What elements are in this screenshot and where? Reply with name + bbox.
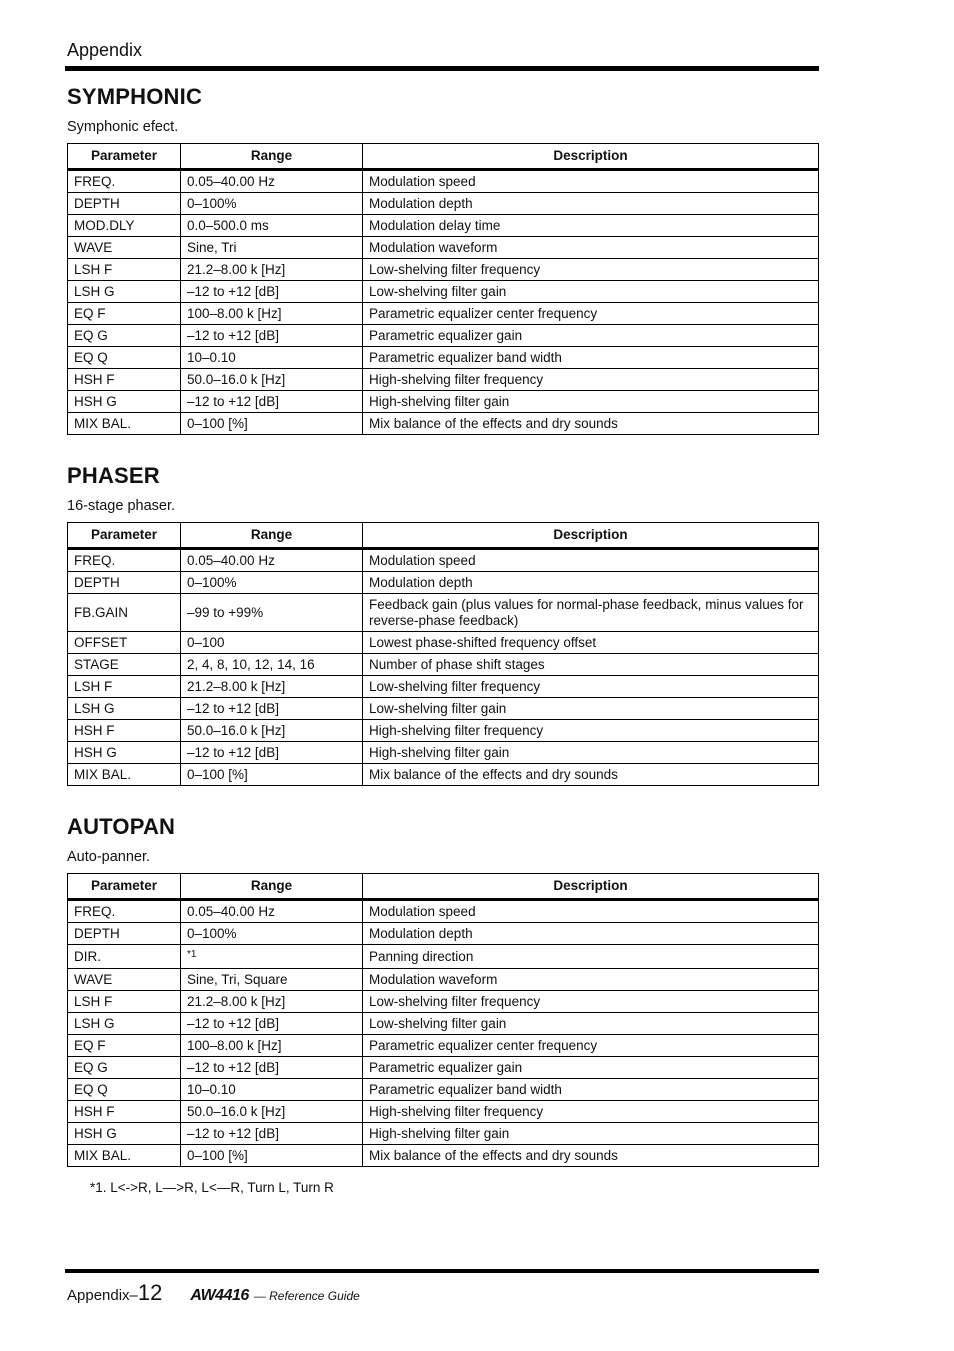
table-row [68, 1013, 819, 1035]
section-symphonic [67, 84, 818, 435]
cell-description: Mix balance of the effects and dry sounds [363, 1145, 819, 1167]
table-row [68, 900, 819, 923]
cell-parameter: EQ F [68, 303, 181, 325]
footer-prefix: Appendix– [67, 1287, 138, 1304]
cell-description: Low-shelving filter gain [363, 698, 819, 720]
cell-parameter: FB.GAIN [68, 594, 181, 632]
table-row [68, 742, 819, 764]
cell-range: 0–100 [%] [181, 1145, 363, 1167]
cell-parameter: EQ Q [68, 347, 181, 369]
cell-range: 21.2–8.00 k [Hz] [181, 991, 363, 1013]
cell-range: 0.05–40.00 Hz [181, 170, 363, 193]
cell-range: 21.2–8.00 k [Hz] [181, 676, 363, 698]
cell-parameter: FREQ. [68, 549, 181, 572]
table-row [68, 632, 819, 654]
section-title: PHASER [67, 463, 160, 488]
cell-description: High-shelving filter frequency [363, 369, 819, 391]
cell-parameter: MIX BAL. [68, 413, 181, 435]
section-title: SYMPHONIC [67, 84, 203, 109]
cell-range: –12 to +12 [dB] [181, 698, 363, 720]
cell-description: Low-shelving filter frequency [363, 676, 819, 698]
table-row [68, 369, 819, 391]
cell-description: Lowest phase-shifted frequency offset [363, 632, 819, 654]
cell-parameter: WAVE [68, 237, 181, 259]
cell-description: High-shelving filter gain [363, 391, 819, 413]
cell-parameter: HSH F [68, 720, 181, 742]
table-row [68, 764, 819, 786]
table-row [68, 594, 819, 632]
cell-description: High-shelving filter gain [363, 742, 819, 764]
cell-parameter: EQ F [68, 1035, 181, 1057]
footer-rule [65, 1269, 819, 1273]
cell-parameter: HSH G [68, 742, 181, 764]
cell-description: Modulation waveform [363, 969, 819, 991]
section-phaser [67, 463, 818, 786]
column-header-range: Range [181, 874, 363, 900]
cell-description: High-shelving filter frequency [363, 720, 819, 742]
page-footer [67, 1280, 360, 1306]
table-row [68, 1079, 819, 1101]
column-header-parameter: Parameter [68, 523, 181, 549]
cell-range: 50.0–16.0 k [Hz] [181, 369, 363, 391]
cell-range: 100–8.00 k [Hz] [181, 303, 363, 325]
table-row [68, 676, 819, 698]
cell-range: 0.05–40.00 Hz [181, 900, 363, 923]
cell-parameter: FREQ. [68, 170, 181, 193]
cell-range: 10–0.10 [181, 1079, 363, 1101]
table-row [68, 325, 819, 347]
table-row [68, 1145, 819, 1167]
cell-range: *1 [181, 945, 363, 969]
table-row [68, 215, 819, 237]
section-subtitle: Symphonic efect. [67, 119, 179, 135]
parameter-table [67, 522, 819, 786]
cell-description: Modulation speed [363, 170, 819, 193]
cell-parameter: STAGE [68, 654, 181, 676]
cell-range: –12 to +12 [dB] [181, 325, 363, 347]
cell-range: 50.0–16.0 k [Hz] [181, 720, 363, 742]
parameter-table [67, 143, 819, 435]
cell-parameter: DEPTH [68, 572, 181, 594]
column-header-parameter: Parameter [68, 874, 181, 900]
cell-description: Low-shelving filter gain [363, 1013, 819, 1035]
cell-range: Sine, Tri, Square [181, 969, 363, 991]
table-row [68, 969, 819, 991]
footnote: *1. L<->R, L—>R, L<—R, Turn L, Turn R [90, 1180, 334, 1195]
cell-parameter: HSH F [68, 1101, 181, 1123]
cell-range: –12 to +12 [dB] [181, 1057, 363, 1079]
product-logo: AW4416 [190, 1287, 249, 1304]
cell-parameter: MIX BAL. [68, 764, 181, 786]
cell-description: Mix balance of the effects and dry sounds [363, 764, 819, 786]
cell-range: 0.05–40.00 Hz [181, 549, 363, 572]
cell-description: Mix balance of the effects and dry sounds [363, 413, 819, 435]
table-row [68, 549, 819, 572]
table-row [68, 1101, 819, 1123]
table-row [68, 170, 819, 193]
cell-description: Parametric equalizer center frequency [363, 1035, 819, 1057]
cell-range: –12 to +12 [dB] [181, 1123, 363, 1145]
table-row [68, 281, 819, 303]
cell-parameter: HSH F [68, 369, 181, 391]
cell-range: 21.2–8.00 k [Hz] [181, 259, 363, 281]
cell-description: Low-shelving filter gain [363, 281, 819, 303]
table-row [68, 572, 819, 594]
table-row [68, 1123, 819, 1145]
cell-parameter: LSH G [68, 281, 181, 303]
cell-description: Modulation depth [363, 572, 819, 594]
cell-description: High-shelving filter frequency [363, 1101, 819, 1123]
cell-range: 10–0.10 [181, 347, 363, 369]
section-autopan [67, 814, 818, 1167]
cell-range: 100–8.00 k [Hz] [181, 1035, 363, 1057]
cell-range: –12 to +12 [dB] [181, 281, 363, 303]
table-row [68, 237, 819, 259]
cell-description: Modulation depth [363, 193, 819, 215]
parameter-table [67, 873, 819, 1167]
cell-range: 50.0–16.0 k [Hz] [181, 1101, 363, 1123]
cell-description: Number of phase shift stages [363, 654, 819, 676]
cell-description: Parametric equalizer center frequency [363, 303, 819, 325]
cell-description: Low-shelving filter frequency [363, 259, 819, 281]
cell-range: 0–100 [181, 632, 363, 654]
table-row [68, 698, 819, 720]
cell-description: Modulation waveform [363, 237, 819, 259]
cell-parameter: DEPTH [68, 193, 181, 215]
cell-description: Modulation speed [363, 900, 819, 923]
cell-description: Modulation delay time [363, 215, 819, 237]
cell-parameter: LSH F [68, 991, 181, 1013]
cell-parameter: LSH G [68, 698, 181, 720]
cell-range: –12 to +12 [dB] [181, 1013, 363, 1035]
cell-parameter: DIR. [68, 945, 181, 969]
cell-description: Modulation speed [363, 549, 819, 572]
section-subtitle: Auto-panner. [67, 849, 151, 865]
cell-range: Sine, Tri [181, 237, 363, 259]
cell-range: –12 to +12 [dB] [181, 742, 363, 764]
cell-parameter: DEPTH [68, 923, 181, 945]
table-row [68, 654, 819, 676]
cell-description: High-shelving filter gain [363, 1123, 819, 1145]
section-title: AUTOPAN [67, 814, 176, 839]
cell-description: Low-shelving filter frequency [363, 991, 819, 1013]
cell-parameter: EQ G [68, 325, 181, 347]
cell-range: 0–100% [181, 572, 363, 594]
table-row [68, 347, 819, 369]
running-header: Appendix [67, 40, 143, 60]
cell-parameter: MIX BAL. [68, 1145, 181, 1167]
cell-range: 0–100 [%] [181, 413, 363, 435]
header-rule [65, 66, 819, 71]
cell-range: 0–100% [181, 193, 363, 215]
cell-range: –99 to +99% [181, 594, 363, 632]
cell-parameter: HSH G [68, 1123, 181, 1145]
table-row [68, 391, 819, 413]
cell-parameter: WAVE [68, 969, 181, 991]
column-header-range: Range [181, 144, 363, 170]
table-row [68, 945, 819, 969]
cell-parameter: OFFSET [68, 632, 181, 654]
cell-parameter: EQ G [68, 1057, 181, 1079]
table-row [68, 1057, 819, 1079]
page-number: 12 [137, 1280, 163, 1305]
table-row [68, 1035, 819, 1057]
table-row [68, 991, 819, 1013]
cell-description: Parametric equalizer band width [363, 347, 819, 369]
table-row [68, 259, 819, 281]
column-header-range: Range [181, 523, 363, 549]
cell-range: 0–100 [%] [181, 764, 363, 786]
cell-range: –12 to +12 [dB] [181, 391, 363, 413]
guide-label: — Reference Guide [253, 1289, 360, 1303]
cell-description: Parametric equalizer band width [363, 1079, 819, 1101]
cell-parameter: LSH F [68, 259, 181, 281]
cell-range: 2, 4, 8, 10, 12, 14, 16 [181, 654, 363, 676]
cell-description: Parametric equalizer gain [363, 325, 819, 347]
cell-description: Feedback gain (plus values for normal-phase feedback, minus values for reverse-phase feedback) [363, 594, 819, 632]
cell-description: Modulation depth [363, 923, 819, 945]
column-header-parameter: Parameter [68, 144, 181, 170]
cell-parameter: HSH G [68, 391, 181, 413]
cell-description: Parametric equalizer gain [363, 1057, 819, 1079]
cell-parameter: LSH F [68, 676, 181, 698]
column-header-description: Description [363, 874, 819, 900]
cell-range: 0.0–500.0 ms [181, 215, 363, 237]
column-header-description: Description [363, 523, 819, 549]
cell-range: 0–100% [181, 923, 363, 945]
table-row [68, 413, 819, 435]
cell-parameter: MOD.DLY [68, 215, 181, 237]
cell-description: Panning direction [363, 945, 819, 969]
table-row [68, 193, 819, 215]
cell-parameter: EQ Q [68, 1079, 181, 1101]
cell-parameter: FREQ. [68, 900, 181, 923]
cell-parameter: LSH G [68, 1013, 181, 1035]
table-row [68, 720, 819, 742]
section-subtitle: 16-stage phaser. [67, 498, 176, 514]
column-header-description: Description [363, 144, 819, 170]
table-row [68, 303, 819, 325]
table-row [68, 923, 819, 945]
